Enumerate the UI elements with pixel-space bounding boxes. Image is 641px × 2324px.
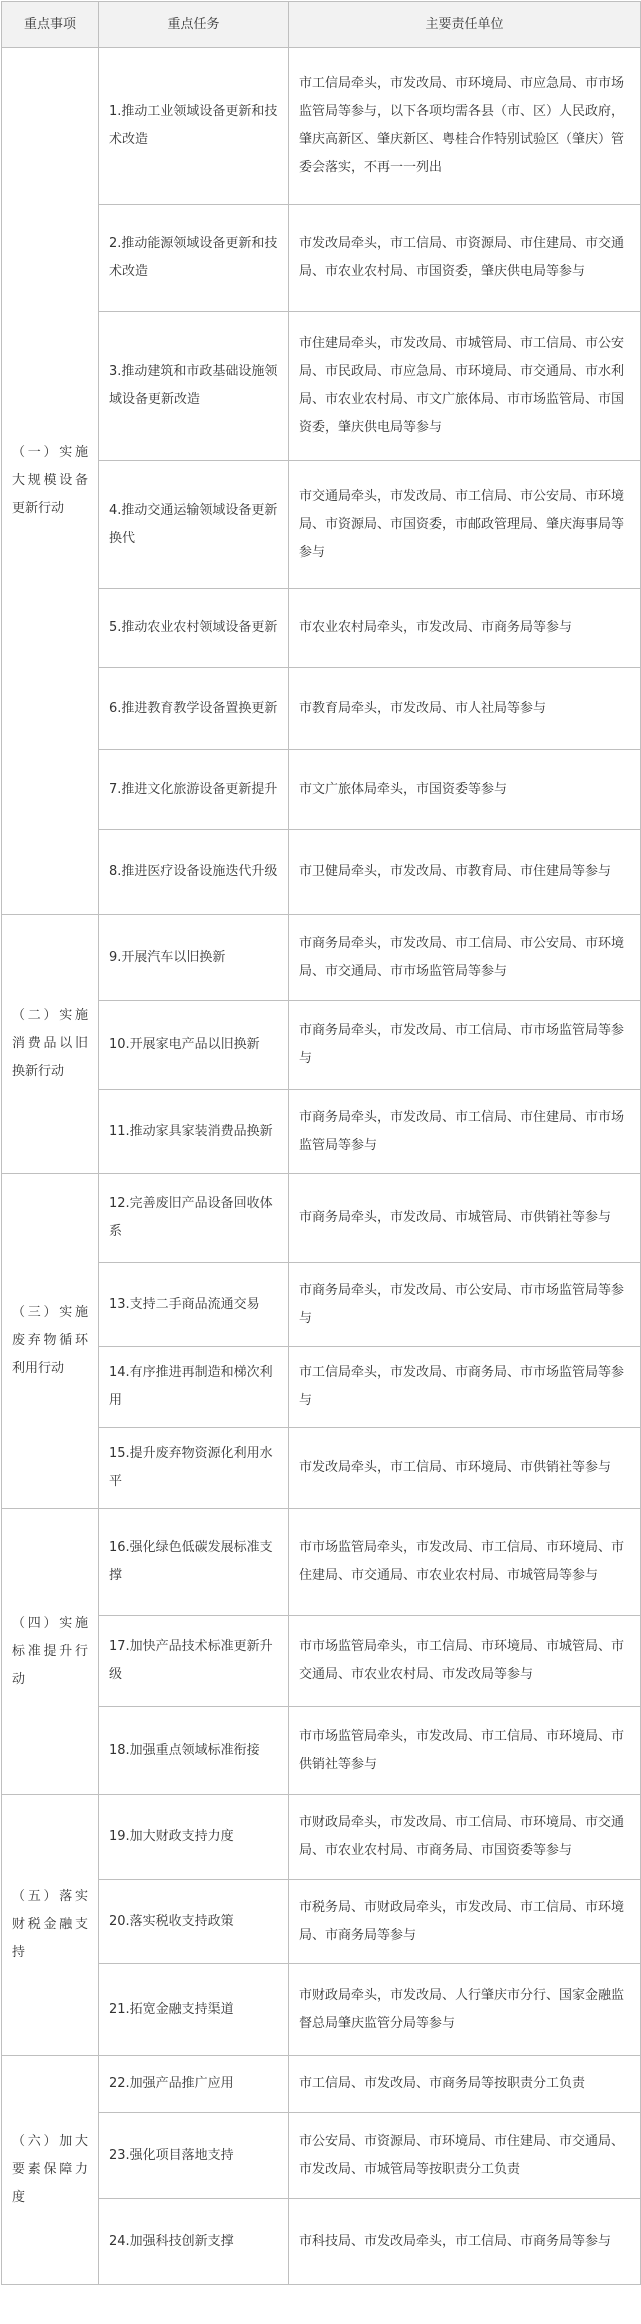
unit-cell: 市市场监管局牵头，市发改局、市工信局、市环境局、市供销社等参与	[289, 1707, 641, 1795]
task-cell: 13.支持二手商品流通交易	[99, 1263, 289, 1347]
task-cell: 14.有序推进再制造和梯次利用	[99, 1347, 289, 1428]
unit-cell: 市住建局牵头，市发改局、市城管局、市工信局、市公安局、市民政局、市应急局、市环境局、市交通局、市水利局、市农业农村局、市文广旅体局、市市场监管局、市国资委，肇庆供电局等参与	[289, 312, 641, 461]
task-cell: 3.推动建筑和市政基础设施领域设备更新改造	[99, 312, 289, 461]
task-cell: 4.推动交通运输领域设备更新换代	[99, 461, 289, 589]
unit-cell: 市文广旅体局牵头，市国资委等参与	[289, 750, 641, 830]
task-cell: 7.推进文化旅游设备更新提升	[99, 750, 289, 830]
unit-cell: 市商务局牵头，市发改局、市工信局、市公安局、市环境局、市交通局、市市场监管局等参与	[289, 915, 641, 1001]
task-cell: 1.推动工业领域设备更新和技术改造	[99, 48, 289, 205]
category-cell: （二）实施消费品以旧换新行动	[2, 915, 99, 1174]
table-row	[2, 48, 641, 205]
unit-cell: 市市场监管局牵头，市发改局、市工信局、市环境局、市住建局、市交通局、市农业农村局、市城管局等参与	[289, 1509, 641, 1616]
unit-cell: 市财政局牵头，市发改局、人行肇庆市分行、国家金融监督总局肇庆监管分局等参与	[289, 1964, 641, 2056]
task-cell: 6.推进教育教学设备置换更新	[99, 668, 289, 750]
table-row	[2, 2056, 641, 2113]
header-key-tasks: 重点任务	[99, 2, 289, 48]
unit-cell: 市农业农村局牵头，市发改局、市商务局等参与	[289, 589, 641, 668]
unit-cell: 市发改局牵头，市工信局、市环境局、市供销社等参与	[289, 1428, 641, 1509]
table-header-row	[2, 2, 641, 48]
category-cell: （四）实施标准提升行动	[2, 1509, 99, 1795]
category-cell: （一）实施大规模设备更新行动	[2, 48, 99, 915]
task-cell: 17.加快产品技术标准更新升级	[99, 1616, 289, 1707]
unit-cell: 市科技局、市发改局牵头，市工信局、市商务局等参与	[289, 2199, 641, 2285]
task-cell: 24.加强科技创新支撑	[99, 2199, 289, 2285]
table-row	[2, 1509, 641, 1616]
task-cell: 22.加强产品推广应用	[99, 2056, 289, 2113]
category-cell: （三）实施废弃物循环利用行动	[2, 1174, 99, 1509]
unit-cell: 市公安局、市资源局、市环境局、市住建局、市交通局、市发改局、市城管局等按职责分工负责	[289, 2113, 641, 2199]
policy-task-table	[1, 1, 641, 2285]
unit-cell: 市商务局牵头，市发改局、市工信局、市住建局、市市场监管局等参与	[289, 1090, 641, 1174]
unit-cell: 市商务局牵头，市发改局、市公安局、市市场监管局等参与	[289, 1263, 641, 1347]
table-row	[2, 1174, 641, 1263]
task-cell: 12.完善废旧产品设备回收体系	[99, 1174, 289, 1263]
header-responsible-units: 主要责任单位	[289, 2, 641, 48]
table-row	[2, 1795, 641, 1880]
unit-cell: 市工信局牵头，市发改局、市商务局、市市场监管局等参与	[289, 1347, 641, 1428]
unit-cell: 市商务局牵头，市发改局、市城管局、市供销社等参与	[289, 1174, 641, 1263]
table-row	[2, 915, 641, 1001]
task-cell: 19.加大财政支持力度	[99, 1795, 289, 1880]
unit-cell: 市市场监管局牵头，市工信局、市环境局、市城管局、市交通局、市农业农村局、市发改局等参与	[289, 1616, 641, 1707]
unit-cell: 市税务局、市财政局牵头，市发改局、市工信局、市环境局、市商务局等参与	[289, 1880, 641, 1964]
category-cell: （六）加大要素保障力度	[2, 2056, 99, 2285]
task-cell: 23.强化项目落地支持	[99, 2113, 289, 2199]
task-cell: 15.提升废弃物资源化利用水平	[99, 1428, 289, 1509]
category-cell: （五）落实财税金融支持	[2, 1795, 99, 2056]
task-cell: 20.落实税收支持政策	[99, 1880, 289, 1964]
header-key-matters: 重点事项	[2, 2, 99, 48]
unit-cell: 市商务局牵头，市发改局、市工信局、市市场监管局等参与	[289, 1001, 641, 1090]
task-cell: 18.加强重点领域标准衔接	[99, 1707, 289, 1795]
task-cell: 21.拓宽金融支持渠道	[99, 1964, 289, 2056]
unit-cell: 市财政局牵头，市发改局、市工信局、市环境局、市交通局、市农业农村局、市商务局、市国资委等参与	[289, 1795, 641, 1880]
unit-cell: 市工信局、市发改局、市商务局等按职责分工负责	[289, 2056, 641, 2113]
unit-cell: 市发改局牵头，市工信局、市资源局、市住建局、市交通局、市农业农村局、市国资委，肇庆供电局等参与	[289, 205, 641, 312]
unit-cell: 市工信局牵头，市发改局、市环境局、市应急局、市市场监管局等参与，以下各项均需各县（市、区）人民政府，肇庆高新区、肇庆新区、粤桂合作特别试验区（肇庆）管委会落实，不再一一列出	[289, 48, 641, 205]
unit-cell: 市卫健局牵头，市发改局、市教育局、市住建局等参与	[289, 830, 641, 915]
task-cell: 5.推动农业农村领域设备更新	[99, 589, 289, 668]
unit-cell: 市教育局牵头，市发改局、市人社局等参与	[289, 668, 641, 750]
unit-cell: 市交通局牵头，市发改局、市工信局、市公安局、市环境局、市资源局、市国资委，市邮政管理局、肇庆海事局等参与	[289, 461, 641, 589]
task-cell: 9.开展汽车以旧换新	[99, 915, 289, 1001]
task-cell: 8.推进医疗设备设施迭代升级	[99, 830, 289, 915]
task-cell: 16.强化绿色低碳发展标准支撑	[99, 1509, 289, 1616]
task-cell: 11.推动家具家装消费品换新	[99, 1090, 289, 1174]
task-cell: 2.推动能源领域设备更新和技术改造	[99, 205, 289, 312]
task-cell: 10.开展家电产品以旧换新	[99, 1001, 289, 1090]
